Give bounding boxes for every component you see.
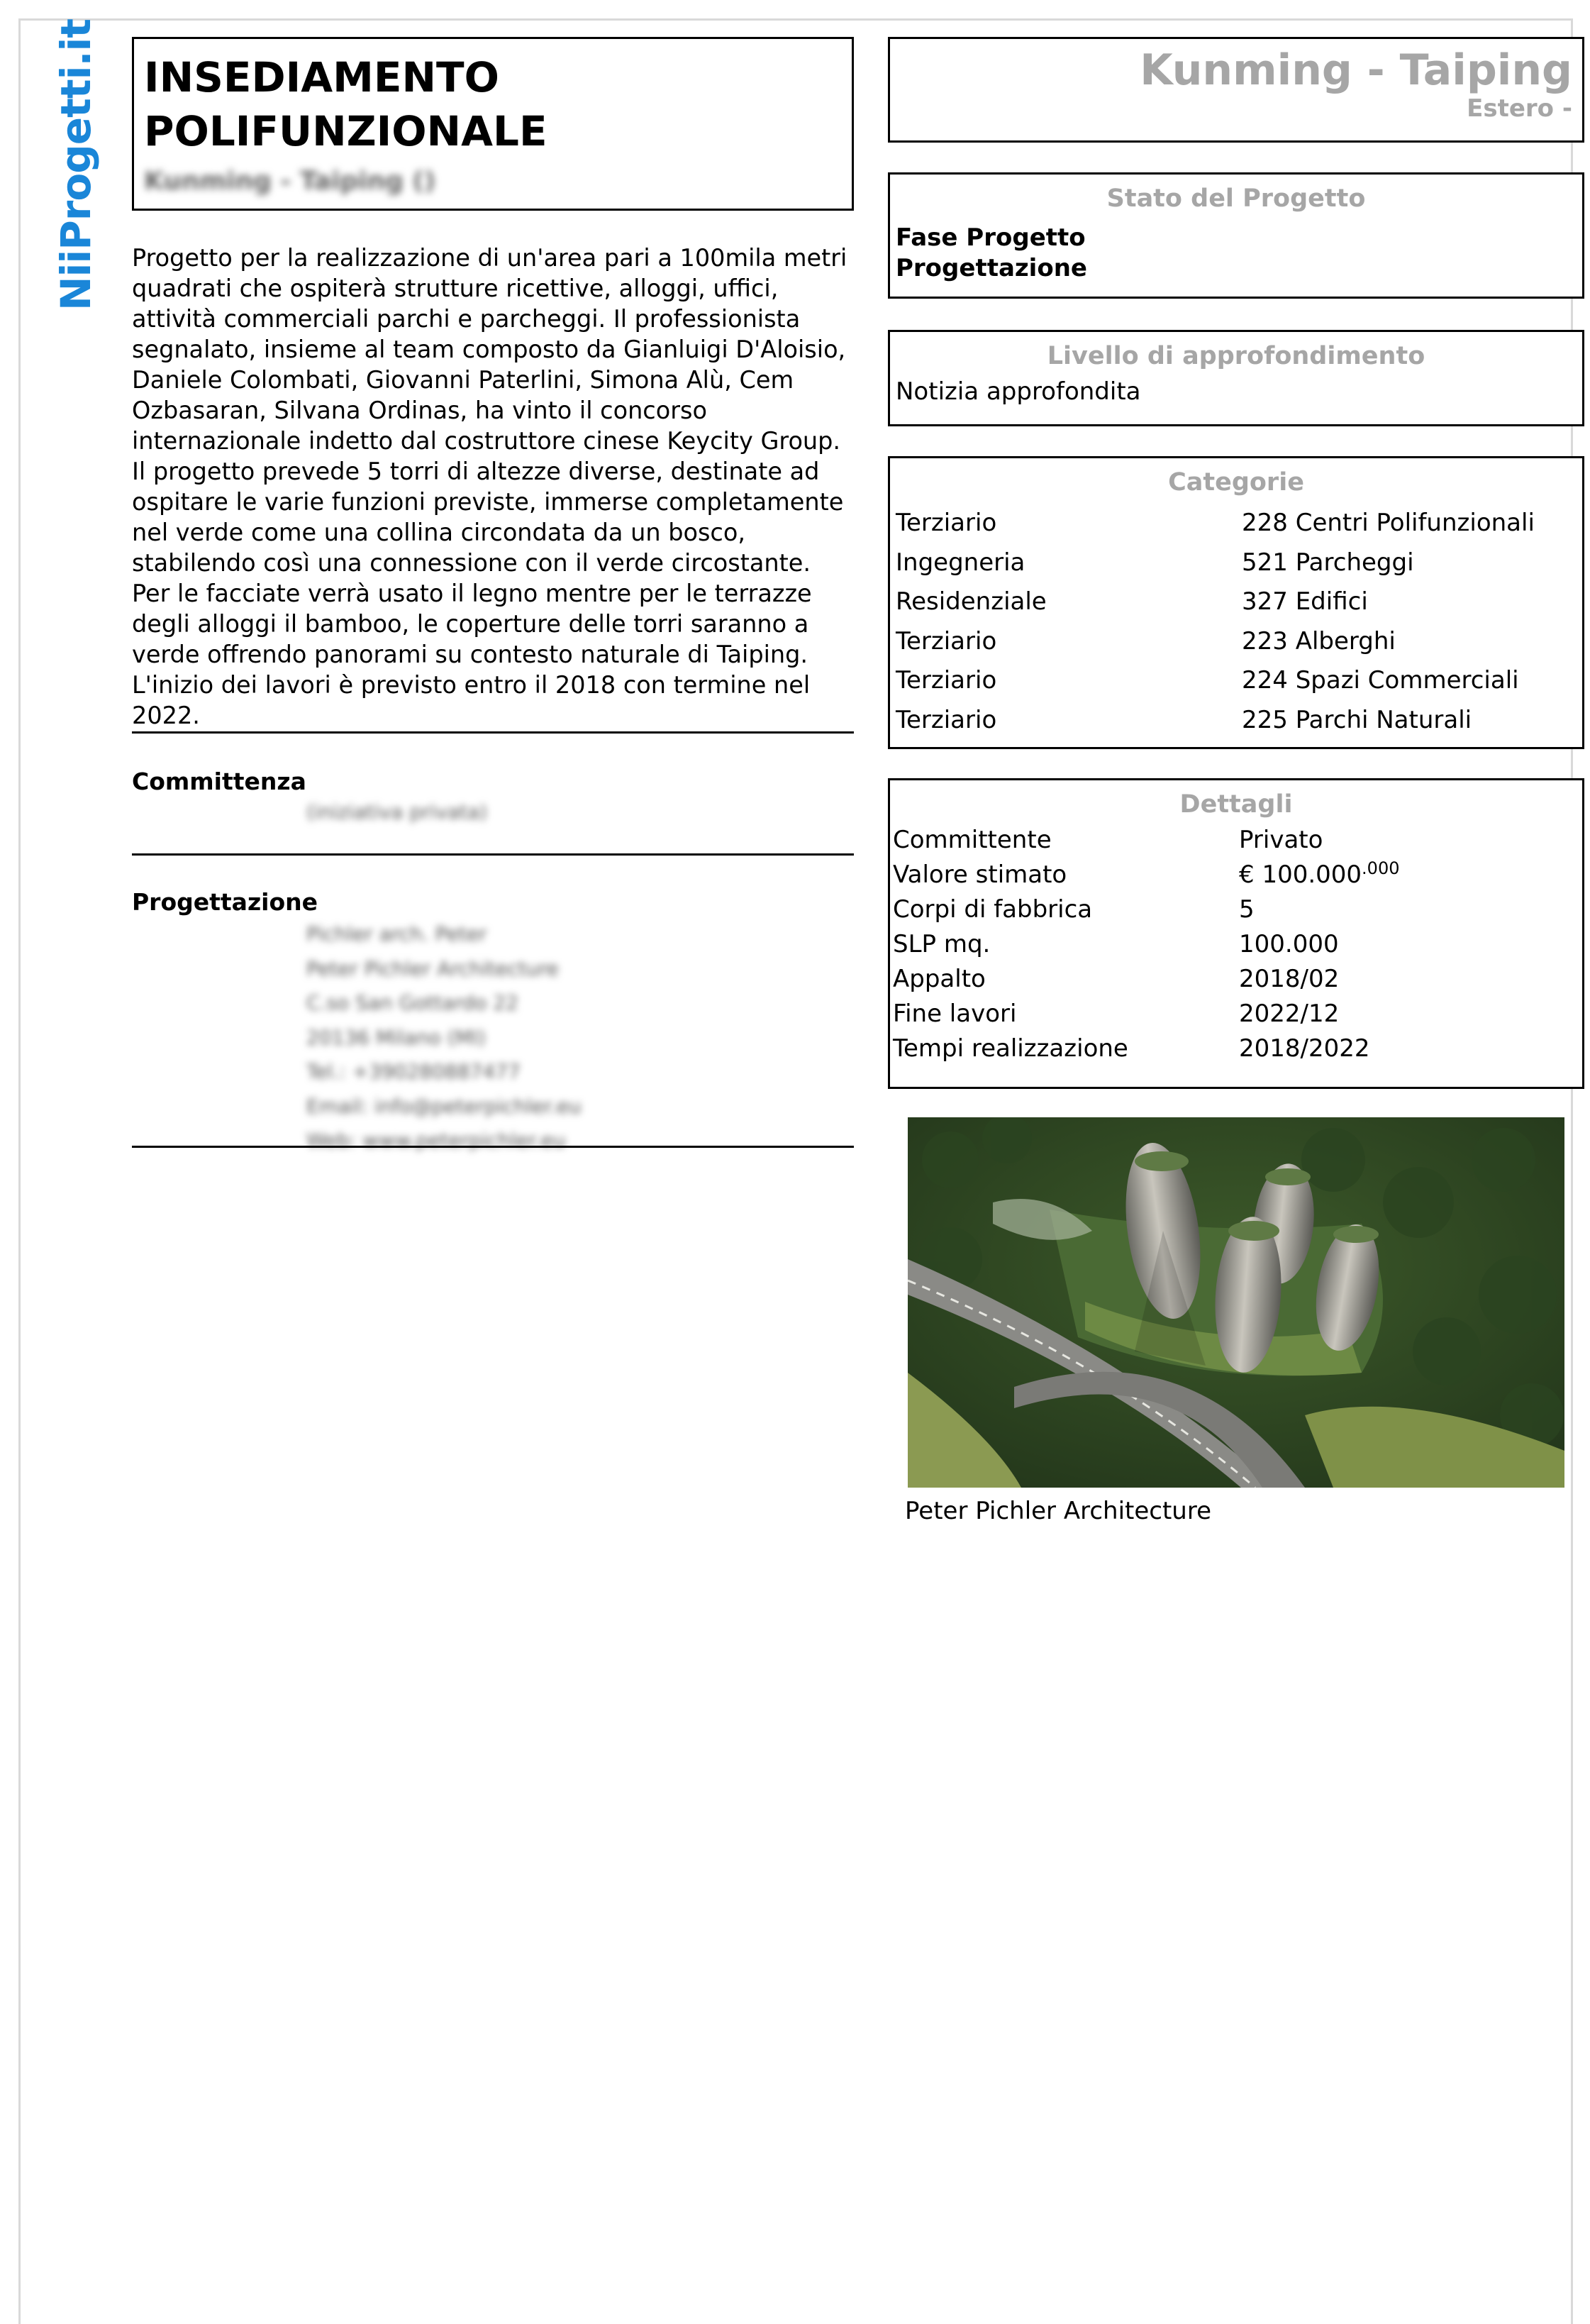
categorie-table <box>896 504 1577 740</box>
valore-value <box>1239 858 1579 892</box>
image-caption: Peter Pichler Architecture <box>905 1497 1211 1525</box>
niiprogetti-logo[interactable] <box>51 18 101 311</box>
project-description: Progetto per la realizzazione di un'area pari a 100mila metri quadrati che ospiterà strutture ricettive, alloggi, uffici, attività commerciali parchi e parcheggi. Il professionista segnalato, insieme al team composto da Gianluigi D'Aloisio, Daniele Colombati, Giovanni Paterlini, Simona Alù, Cem Ozbasaran, Silvana Ordinas, ha vinto il concorso internazionale indetto dal costruttore cinese Keycity Group. Il progetto prevede 5 torri di altezze diverse, destinate ad ospitare le varie funzioni previste, immerse completamente nel verde come una collina circondata da un bosco, stabilendo così una connessione con il verde circostante. Per le facciate verrà usato il legno mentre per le terrazze degli alloggi il bamboo, le coperture delle torri saranno a verde offrendo panorami su contesto naturale di Taiping. L'inizio dei lavori è previsto entro il 2018 con termine nel 2022. <box>132 244 847 729</box>
appalto-label: Appalto <box>893 965 986 993</box>
progettazione-label: Progettazione <box>132 888 318 916</box>
progettazione-line: Tel.: +390280887477 <box>306 1060 521 1083</box>
tempi-value: 2018/2022 <box>1239 1034 1370 1063</box>
panel-heading: Dettagli <box>1179 790 1293 819</box>
committenza-value-blurred: (iniziativa privata) <box>306 800 488 824</box>
categoria-nome: 224 Spazi Commerciali <box>1242 666 1519 695</box>
categoria-settore: Terziario <box>896 509 997 537</box>
progettazione-line: C.so San Gottardo 22 <box>306 991 519 1014</box>
logo-text: NiiProgetti.it <box>52 18 100 311</box>
valore-main: € 100.000 <box>1239 861 1362 889</box>
fase-progetto-value: Progettazione <box>896 254 1087 282</box>
valore-label: Valore stimato <box>893 861 1067 889</box>
progettazione-line: Pichler arch. Peter <box>306 922 487 946</box>
livello-value: Notizia approfondita <box>896 377 1141 406</box>
location-subtitle: Estero - <box>1467 94 1572 123</box>
title-line-1: INSEDIAMENTO <box>144 53 499 101</box>
location-box <box>888 37 1584 143</box>
project-title-box <box>132 37 854 211</box>
categoria-nome: 223 Alberghi <box>1242 626 1396 655</box>
panel-heading: Categorie <box>1168 468 1304 497</box>
divider <box>132 1146 854 1148</box>
categoria-nome: 228 Centri Polifunzionali <box>1242 509 1535 537</box>
appalto-value: 2018/02 <box>1239 965 1340 993</box>
categoria-settore: Terziario <box>896 666 997 695</box>
committente-label: Committente <box>893 826 1052 854</box>
title-line-2: POLIFUNZIONALE <box>144 107 547 155</box>
categoria-nome: 521 Parcheggi <box>1242 548 1414 577</box>
slp-value: 100.000 <box>1239 930 1339 958</box>
progettazione-line: 20136 Milano (MI) <box>306 1025 486 1049</box>
fine-lavori-value: 2022/12 <box>1239 1000 1340 1028</box>
committenza-label: Committenza <box>132 768 306 795</box>
corpi-value: 5 <box>1239 895 1255 924</box>
tempi-label: Tempi realizzazione <box>893 1034 1128 1063</box>
progettazione-line: Peter Pichler Architecture <box>306 956 559 980</box>
progettazione-line: Email: info@peterpichler.eu <box>306 1094 582 1118</box>
categoria-settore: Residenziale <box>896 587 1047 616</box>
divider <box>132 853 854 856</box>
progettazione-details-blurred <box>306 917 582 1158</box>
dettagli-table <box>893 823 1579 1066</box>
progettazione-line: Web: www.peterpichler.eu <box>306 1129 566 1152</box>
committente-value: Privato <box>1239 826 1323 854</box>
divider <box>132 731 854 734</box>
corpi-label: Corpi di fabbrica <box>893 895 1093 924</box>
livello-approfondimento-panel <box>888 330 1584 426</box>
fine-lavori-label: Fine lavori <box>893 1000 1017 1028</box>
project-location-blurred: Kunming - Taiping () <box>144 167 436 196</box>
project-title <box>144 50 842 158</box>
categorie-panel <box>888 456 1584 749</box>
location-title: Kunming - Taiping <box>1140 45 1572 95</box>
categoria-nome: 327 Edifici <box>1242 587 1368 616</box>
panel-heading: Livello di approfondimento <box>1047 342 1425 370</box>
categoria-settore: Ingegneria <box>896 548 1025 577</box>
categoria-nome: 225 Parchi Naturali <box>1242 705 1472 734</box>
slp-label: SLP mq. <box>893 930 991 958</box>
dettagli-panel <box>888 778 1584 1089</box>
stato-progetto-panel <box>888 172 1584 299</box>
categoria-settore: Terziario <box>896 626 997 655</box>
fase-progetto-label: Fase Progetto <box>896 223 1086 252</box>
panel-heading: Stato del Progetto <box>1106 184 1366 213</box>
project-render-image <box>908 1117 1564 1488</box>
valore-decimals: .000 <box>1362 858 1400 878</box>
categoria-settore: Terziario <box>896 705 997 734</box>
